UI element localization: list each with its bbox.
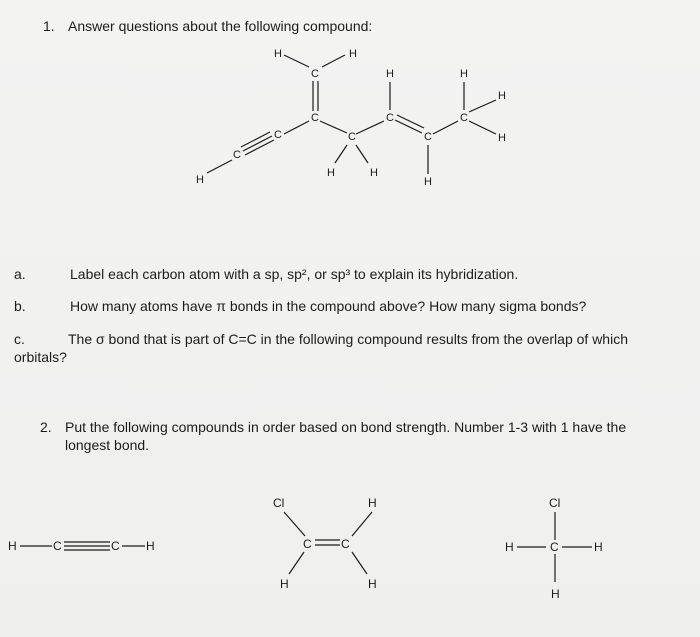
atom-c: C (311, 68, 319, 80)
structure-acetylene (8, 539, 155, 553)
atom-c: C (341, 537, 350, 551)
question-2-prompt-line-2: longest bond. (65, 437, 150, 453)
atom-c: C (274, 129, 282, 141)
part-a-text: Label each carbon atom with a sp, sp², or sp³ to explain its hybridization. (70, 266, 519, 282)
question-1-prompt: Answer questions about the following compound: (68, 18, 373, 34)
atom-h: H (280, 577, 289, 591)
atom-h: H (551, 587, 560, 601)
part-b-letter: b. (14, 298, 26, 314)
atom-h: H (498, 90, 506, 102)
question-1-number: 1. (43, 18, 55, 34)
atom-h: H (594, 540, 603, 554)
structure-chloroethene (273, 496, 377, 591)
atom-h: H (386, 68, 394, 80)
atom-h: H (146, 539, 155, 553)
atom-h: H (349, 48, 357, 60)
atom-c: C (311, 112, 319, 124)
structure-chloromethane (505, 496, 603, 601)
atom-h: H (424, 176, 432, 188)
atom-c: C (233, 149, 241, 161)
atom-h: H (505, 540, 514, 554)
atom-h: H (274, 48, 282, 60)
question-2-number: 2. (40, 419, 52, 435)
atom-cl: Cl (273, 496, 285, 510)
atom-c: C (550, 540, 559, 554)
atom-h: H (8, 539, 17, 553)
question-2-prompt-line-1: Put the following compounds in order based on bond strength. Number 1-3 with 1 have the (65, 419, 627, 435)
part-a-letter: a. (14, 266, 26, 282)
atom-c: C (53, 539, 62, 553)
atom-h: H (370, 167, 378, 179)
part-b-text: How many atoms have π bonds in the compound above? How many sigma bonds? (70, 298, 587, 314)
atom-c: C (348, 131, 356, 143)
atom-h: H (327, 167, 335, 179)
part-c-continuation: orbitals? (14, 349, 67, 365)
atom-c: C (111, 539, 120, 553)
atom-c: C (424, 131, 432, 143)
atom-h: H (368, 577, 377, 591)
atom-h: H (196, 174, 204, 186)
atom-h: H (498, 132, 506, 144)
atom-c: C (460, 112, 468, 124)
atom-c: C (386, 112, 394, 124)
part-c-text: The σ bond that is part of C=C in the following compound results from the overlap of which (68, 331, 628, 347)
part-c-letter: c. (14, 331, 25, 347)
atom-cl: Cl (549, 496, 561, 510)
atom-h: H (460, 68, 468, 80)
atom-h: H (368, 496, 377, 510)
atom-c: C (303, 537, 312, 551)
